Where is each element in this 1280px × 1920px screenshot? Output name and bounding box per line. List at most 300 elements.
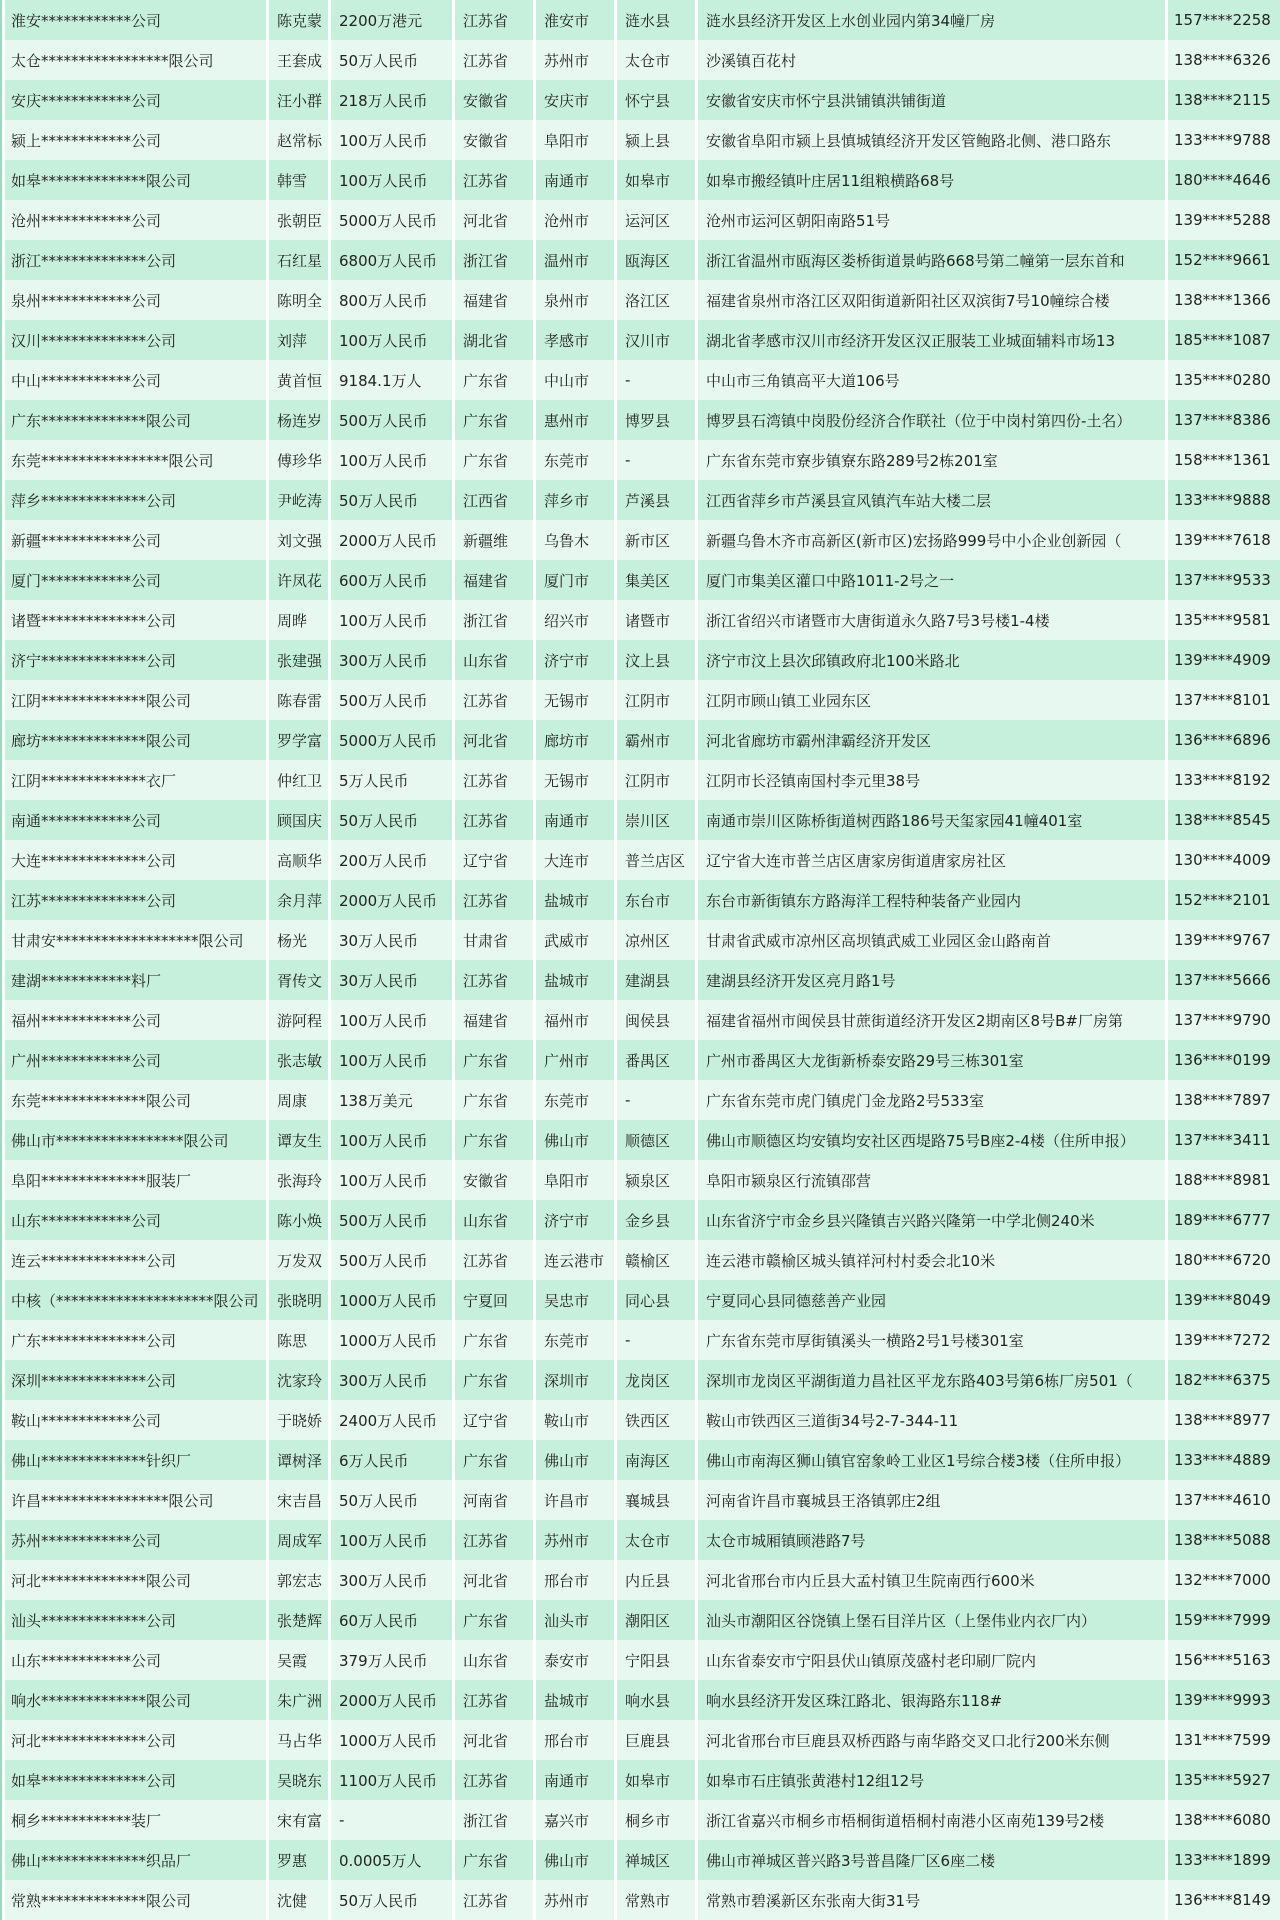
table-row[interactable] (5, 960, 1280, 1000)
registered-capital-cell: 30万人民币 (331, 960, 452, 1000)
table-row[interactable] (5, 0, 1280, 40)
legal-rep-cell: 高顺华 (269, 840, 328, 880)
city-cell: 吴忠市 (536, 1280, 614, 1320)
company-name-cell: 新疆************公司 (5, 520, 266, 560)
table-row[interactable] (5, 800, 1280, 840)
phone-cell: 138****6080 (1168, 1800, 1280, 1840)
district-cell: 金乡县 (617, 1200, 695, 1240)
registered-capital-cell: 60万人民币 (331, 1600, 452, 1640)
address-cell: 河北省邢台市巨鹿县双桥西路与南华路交叉口北行200米东侧 (698, 1720, 1165, 1760)
province-cell: 甘肃省 (455, 920, 533, 960)
phone-cell: 139****8049 (1168, 1280, 1280, 1320)
district-cell: 诸暨市 (617, 600, 695, 640)
company-name-cell: 江苏**************公司 (5, 880, 266, 920)
province-cell: 广东省 (455, 400, 533, 440)
address-cell: 佛山市南海区狮山镇官窑象岭工业区1号综合楼3楼（住所申报） (698, 1440, 1165, 1480)
address-cell: 沧州市运河区朝阳南路51号 (698, 200, 1165, 240)
province-cell: 广东省 (455, 1120, 533, 1160)
table-row[interactable] (5, 1200, 1280, 1240)
registered-capital-cell: 50万人民币 (331, 40, 452, 80)
province-cell: 广东省 (455, 1600, 533, 1640)
company-name-cell: 深圳**************公司 (5, 1360, 266, 1400)
registered-capital-cell: 100万人民币 (331, 440, 452, 480)
province-cell: 福建省 (455, 1000, 533, 1040)
registered-capital-cell: 1100万人民币 (331, 1760, 452, 1800)
legal-rep-cell: 吴霞 (269, 1640, 328, 1680)
company-name-cell: 廊坊**************限公司 (5, 720, 266, 760)
province-cell: 江苏省 (455, 1880, 533, 1920)
province-cell: 广东省 (455, 440, 533, 480)
table-row[interactable] (5, 1480, 1280, 1520)
address-cell: 建湖县经济开发区亮月路1号 (698, 960, 1165, 1000)
table-row[interactable] (5, 680, 1280, 720)
district-cell: 太仓市 (617, 1520, 695, 1560)
table-row[interactable] (5, 160, 1280, 200)
company-name-cell: 许昌*****************限公司 (5, 1480, 266, 1520)
registered-capital-cell: 600万人民币 (331, 560, 452, 600)
table-row[interactable] (5, 1520, 1280, 1560)
district-cell: 江阴市 (617, 680, 695, 720)
phone-cell: 130****4009 (1168, 840, 1280, 880)
province-cell: 江苏省 (455, 800, 533, 840)
table-row[interactable] (5, 480, 1280, 520)
district-cell: 内丘县 (617, 1560, 695, 1600)
address-cell: 中山市三角镇高平大道106号 (698, 360, 1165, 400)
province-cell: 河北省 (455, 1720, 533, 1760)
district-cell: 建湖县 (617, 960, 695, 1000)
table-row[interactable] (5, 1160, 1280, 1200)
table-row[interactable] (5, 400, 1280, 440)
phone-cell: 139****4909 (1168, 640, 1280, 680)
registered-capital-cell: 100万人民币 (331, 160, 452, 200)
registered-capital-cell: 218万人民币 (331, 80, 452, 120)
company-name-cell: 山东************公司 (5, 1200, 266, 1240)
company-name-cell: 佛山**************织品厂 (5, 1840, 266, 1880)
phone-cell: 133****4889 (1168, 1440, 1280, 1480)
district-cell: - (617, 1320, 695, 1360)
company-name-cell: 颍上************公司 (5, 120, 266, 160)
company-name-cell: 江阴**************衣厂 (5, 760, 266, 800)
phone-cell: 139****9993 (1168, 1680, 1280, 1720)
table-row[interactable] (5, 1280, 1280, 1320)
legal-rep-cell: 郭宏志 (269, 1560, 328, 1600)
address-cell: 甘肃省武威市凉州区高坝镇武威工业园区金山路南首 (698, 920, 1165, 960)
legal-rep-cell: 韩雪 (269, 160, 328, 200)
table-row[interactable] (5, 1840, 1280, 1880)
address-cell: 广东省东莞市虎门镇虎门金龙路2号533室 (698, 1080, 1165, 1120)
registered-capital-cell: 5000万人民币 (331, 720, 452, 760)
district-cell: 怀宁县 (617, 80, 695, 120)
registered-capital-cell: 800万人民币 (331, 280, 452, 320)
company-name-cell: 响水**************限公司 (5, 1680, 266, 1720)
company-name-cell: 如皋**************限公司 (5, 160, 266, 200)
company-name-cell: 山东************公司 (5, 1640, 266, 1680)
company-name-cell: 佛山市*****************限公司 (5, 1120, 266, 1160)
city-cell: 绍兴市 (536, 600, 614, 640)
table-row[interactable] (5, 1880, 1280, 1920)
legal-rep-cell: 刘文强 (269, 520, 328, 560)
address-cell: 太仓市城厢镇顾港路7号 (698, 1520, 1165, 1560)
phone-cell: 132****7000 (1168, 1560, 1280, 1600)
phone-cell: 136****0199 (1168, 1040, 1280, 1080)
registered-capital-cell: 200万人民币 (331, 840, 452, 880)
district-cell: 颍泉区 (617, 1160, 695, 1200)
legal-rep-cell: 张建强 (269, 640, 328, 680)
district-cell: 运河区 (617, 200, 695, 240)
registered-capital-cell: 2000万人民币 (331, 880, 452, 920)
legal-rep-cell: 黄首恒 (269, 360, 328, 400)
phone-cell: 136****6896 (1168, 720, 1280, 760)
company-name-cell: 佛山**************针织厂 (5, 1440, 266, 1480)
province-cell: 江苏省 (455, 760, 533, 800)
city-cell: 苏州市 (536, 40, 614, 80)
table-row[interactable] (5, 840, 1280, 880)
registered-capital-cell: 1000万人民币 (331, 1720, 452, 1760)
city-cell: 连云港市 (536, 1240, 614, 1280)
company-name-cell: 河北**************公司 (5, 1720, 266, 1760)
registered-capital-cell: 0.0005万人 (331, 1840, 452, 1880)
province-cell: 江西省 (455, 480, 533, 520)
phone-cell: 189****6777 (1168, 1200, 1280, 1240)
address-cell: 连云港市赣榆区城头镇祥河村村委会北10米 (698, 1240, 1165, 1280)
phone-cell: 139****7272 (1168, 1320, 1280, 1360)
address-cell: 厦门市集美区灌口中路1011-2号之一 (698, 560, 1165, 600)
company-name-cell: 东莞**************限公司 (5, 1080, 266, 1120)
table-row[interactable] (5, 1120, 1280, 1160)
address-cell: 广东省东莞市寮步镇寮东路289号2栋201室 (698, 440, 1165, 480)
address-cell: 南通市崇川区陈桥街道树西路186号天玺家园41幢401室 (698, 800, 1165, 840)
legal-rep-cell: 朱广洲 (269, 1680, 328, 1720)
address-cell: 深圳市龙岗区平湖街道力昌社区平龙东路403号第6栋厂房501（ (698, 1360, 1165, 1400)
registered-capital-cell: 50万人民币 (331, 1880, 452, 1920)
district-cell: 龙岗区 (617, 1360, 695, 1400)
district-cell: 汶上县 (617, 640, 695, 680)
province-cell: 广东省 (455, 1360, 533, 1400)
address-cell: 江西省萍乡市芦溪县宣风镇汽车站大楼二层 (698, 480, 1165, 520)
table-row[interactable] (5, 560, 1280, 600)
table-row[interactable] (5, 320, 1280, 360)
address-cell: 福建省福州市闽侯县甘蔗街道经济开发区2期南区8号B#厂房第 (698, 1000, 1165, 1040)
company-name-cell: 东莞*****************限公司 (5, 440, 266, 480)
province-cell: 广东省 (455, 1080, 533, 1120)
table-row[interactable] (5, 1760, 1280, 1800)
legal-rep-cell: 罗惠 (269, 1840, 328, 1880)
province-cell: 宁夏回 (455, 1280, 533, 1320)
table-row[interactable] (5, 1600, 1280, 1640)
phone-cell: 137****9790 (1168, 1000, 1280, 1040)
address-cell: 山东省济宁市金乡县兴隆镇吉兴路兴隆第一中学北侧240米 (698, 1200, 1165, 1240)
province-cell: 江苏省 (455, 40, 533, 80)
table-row[interactable] (5, 880, 1280, 920)
address-cell: 阜阳市颍泉区行流镇邵营 (698, 1160, 1165, 1200)
phone-cell: 138****6326 (1168, 40, 1280, 80)
company-name-cell: 阜阳**************服装厂 (5, 1160, 266, 1200)
district-cell: 同心县 (617, 1280, 695, 1320)
phone-cell: 156****5163 (1168, 1640, 1280, 1680)
registered-capital-cell: 379万人民币 (331, 1640, 452, 1680)
province-cell: 广东省 (455, 1440, 533, 1480)
table-row[interactable] (5, 440, 1280, 480)
registered-capital-cell: 50万人民币 (331, 1480, 452, 1520)
district-cell: 普兰店区 (617, 840, 695, 880)
table-row[interactable] (5, 360, 1280, 400)
district-cell: 桐乡市 (617, 1800, 695, 1840)
district-cell: - (617, 1080, 695, 1120)
phone-cell: 138****8545 (1168, 800, 1280, 840)
registered-capital-cell: 50万人民币 (331, 480, 452, 520)
city-cell: 武威市 (536, 920, 614, 960)
address-cell: 宁夏同心县同德慈善产业园 (698, 1280, 1165, 1320)
company-name-cell: 中核（*********************限公司 (5, 1280, 266, 1320)
legal-rep-cell: 陈春雷 (269, 680, 328, 720)
company-name-cell: 连云**************公司 (5, 1240, 266, 1280)
registered-capital-cell: 2400万人民币 (331, 1400, 452, 1440)
city-cell: 鞍山市 (536, 1400, 614, 1440)
legal-rep-cell: 宋有富 (269, 1800, 328, 1840)
company-name-cell: 太仓*****************限公司 (5, 40, 266, 80)
company-name-cell: 建湖************料厂 (5, 960, 266, 1000)
company-name-cell: 淮安************公司 (5, 0, 266, 40)
registered-capital-cell: 500万人民币 (331, 1200, 452, 1240)
city-cell: 乌鲁木 (536, 520, 614, 560)
address-cell: 浙江省嘉兴市桐乡市梧桐街道梧桐村南港小区南苑139号2楼 (698, 1800, 1165, 1840)
city-cell: 阜阳市 (536, 120, 614, 160)
legal-rep-cell: 杨连岁 (269, 400, 328, 440)
district-cell: 博罗县 (617, 400, 695, 440)
legal-rep-cell: 赵常标 (269, 120, 328, 160)
table-row[interactable] (5, 80, 1280, 120)
table-row[interactable] (5, 1320, 1280, 1360)
phone-cell: 135****5927 (1168, 1760, 1280, 1800)
phone-cell: 137****5666 (1168, 960, 1280, 1000)
legal-rep-cell: 谭友生 (269, 1120, 328, 1160)
address-cell: 江阴市顾山镇工业园东区 (698, 680, 1165, 720)
phone-cell: 135****9581 (1168, 600, 1280, 640)
phone-cell: 139****5288 (1168, 200, 1280, 240)
legal-rep-cell: 刘萍 (269, 320, 328, 360)
table-row[interactable] (5, 1400, 1280, 1440)
table-row[interactable] (5, 1720, 1280, 1760)
city-cell: 泰安市 (536, 1640, 614, 1680)
city-cell: 济宁市 (536, 640, 614, 680)
company-name-cell: 鞍山************公司 (5, 1400, 266, 1440)
table-row[interactable] (5, 520, 1280, 560)
district-cell: 如皋市 (617, 160, 695, 200)
city-cell: 淮安市 (536, 0, 614, 40)
city-cell: 中山市 (536, 360, 614, 400)
phone-cell: 157****2258 (1168, 0, 1280, 40)
company-name-cell: 大连**************公司 (5, 840, 266, 880)
registered-capital-cell: 100万人民币 (331, 600, 452, 640)
province-cell: 辽宁省 (455, 1400, 533, 1440)
legal-rep-cell: 张朝臣 (269, 200, 328, 240)
city-cell: 苏州市 (536, 1520, 614, 1560)
province-cell: 安徽省 (455, 80, 533, 120)
address-cell: 汕头市潮阳区谷饶镇上堡石目洋片区（上堡伟业内衣厂内） (698, 1600, 1165, 1640)
table-row[interactable] (5, 1680, 1280, 1720)
province-cell: 福建省 (455, 560, 533, 600)
registered-capital-cell: 30万人民币 (331, 920, 452, 960)
company-name-cell: 沧州************公司 (5, 200, 266, 240)
legal-rep-cell: 陈克蒙 (269, 0, 328, 40)
district-cell: 太仓市 (617, 40, 695, 80)
province-cell: 浙江省 (455, 1800, 533, 1840)
table-row[interactable] (5, 760, 1280, 800)
address-cell: 如皋市石庄镇张黄港村12组12号 (698, 1760, 1165, 1800)
address-cell: 安徽省阜阳市颍上县慎城镇经济开发区管鲍路北侧、港口路东 (698, 120, 1165, 160)
table-row[interactable] (5, 720, 1280, 760)
province-cell: 安徽省 (455, 120, 533, 160)
address-cell: 东台市新街镇东方路海洋工程特种装备产业园内 (698, 880, 1165, 920)
table-row[interactable] (5, 1000, 1280, 1040)
city-cell: 邢台市 (536, 1720, 614, 1760)
address-cell: 博罗县石湾镇中岗股份经济合作联社（位于中岗村第四份-土名） (698, 400, 1165, 440)
district-cell: 闽侯县 (617, 1000, 695, 1040)
company-name-cell: 中山************公司 (5, 360, 266, 400)
company-name-cell: 广东**************公司 (5, 1320, 266, 1360)
registered-capital-cell: 50万人民币 (331, 800, 452, 840)
table-row[interactable] (5, 280, 1280, 320)
province-cell: 浙江省 (455, 600, 533, 640)
legal-rep-cell: 杨光 (269, 920, 328, 960)
district-cell: 颍上县 (617, 120, 695, 160)
address-cell: 山东省泰安市宁阳县伏山镇原茂盛村老印刷厂院内 (698, 1640, 1165, 1680)
table-row[interactable] (5, 240, 1280, 280)
table-row[interactable] (5, 1560, 1280, 1600)
city-cell: 安庆市 (536, 80, 614, 120)
address-cell: 辽宁省大连市普兰店区唐家房街道唐家房社区 (698, 840, 1165, 880)
legal-rep-cell: 周康 (269, 1080, 328, 1120)
registered-capital-cell: 6万人民币 (331, 1440, 452, 1480)
district-cell: - (617, 360, 695, 400)
registered-capital-cell: 500万人民币 (331, 400, 452, 440)
province-cell: 江苏省 (455, 0, 533, 40)
address-cell: 广东省东莞市厚街镇溪头一横路2号1号楼301室 (698, 1320, 1165, 1360)
phone-cell: 188****8981 (1168, 1160, 1280, 1200)
district-cell: 赣榆区 (617, 1240, 695, 1280)
district-cell: 洛江区 (617, 280, 695, 320)
district-cell: 巨鹿县 (617, 1720, 695, 1760)
registered-capital-cell: 100万人民币 (331, 120, 452, 160)
table-row[interactable] (5, 40, 1280, 80)
district-cell: 江阴市 (617, 760, 695, 800)
address-cell: 沙溪镇百花村 (698, 40, 1165, 80)
province-cell: 江苏省 (455, 1680, 533, 1720)
province-cell: 江苏省 (455, 1240, 533, 1280)
district-cell: 铁西区 (617, 1400, 695, 1440)
registered-capital-cell: 1000万人民币 (331, 1320, 452, 1360)
phone-cell: 139****7618 (1168, 520, 1280, 560)
city-cell: 盐城市 (536, 1680, 614, 1720)
legal-rep-cell: 沈家玲 (269, 1360, 328, 1400)
city-cell: 阜阳市 (536, 1160, 614, 1200)
legal-rep-cell: 张楚辉 (269, 1600, 328, 1640)
company-name-cell: 南通************公司 (5, 800, 266, 840)
province-cell: 安徽省 (455, 1160, 533, 1200)
phone-cell: 137****3411 (1168, 1120, 1280, 1160)
company-name-cell: 浙江**************公司 (5, 240, 266, 280)
table-row[interactable] (5, 120, 1280, 160)
city-cell: 萍乡市 (536, 480, 614, 520)
district-cell: 新市区 (617, 520, 695, 560)
legal-rep-cell: 沈健 (269, 1880, 328, 1920)
legal-rep-cell: 马占华 (269, 1720, 328, 1760)
phone-cell: 185****1087 (1168, 320, 1280, 360)
phone-cell: 133****1899 (1168, 1840, 1280, 1880)
table-row[interactable] (5, 1360, 1280, 1400)
city-cell: 大连市 (536, 840, 614, 880)
phone-cell: 137****9533 (1168, 560, 1280, 600)
city-cell: 嘉兴市 (536, 1800, 614, 1840)
legal-rep-cell: 陈小焕 (269, 1200, 328, 1240)
table-row[interactable] (5, 1240, 1280, 1280)
province-cell: 山东省 (455, 1640, 533, 1680)
phone-cell: 131****7599 (1168, 1720, 1280, 1760)
district-cell: 芦溪县 (617, 480, 695, 520)
district-cell: 宁阳县 (617, 1640, 695, 1680)
company-name-cell: 常熟**************限公司 (5, 1880, 266, 1920)
legal-rep-cell: 宋吉昌 (269, 1480, 328, 1520)
province-cell: 福建省 (455, 280, 533, 320)
table-row[interactable] (5, 920, 1280, 960)
address-cell: 如皋市搬经镇叶庄居11组粮横路68号 (698, 160, 1165, 200)
province-cell: 河南省 (455, 1480, 533, 1520)
registered-capital-cell: 5000万人民币 (331, 200, 452, 240)
district-cell: 涟水县 (617, 0, 695, 40)
table-row[interactable] (5, 1800, 1280, 1840)
table-row[interactable] (5, 600, 1280, 640)
city-cell: 许昌市 (536, 1480, 614, 1520)
legal-rep-cell: 谭树泽 (269, 1440, 328, 1480)
city-cell: 厦门市 (536, 560, 614, 600)
address-cell: 浙江省温州市瓯海区娄桥街道景屿路668号第二幢第一层东首和 (698, 240, 1165, 280)
province-cell: 新疆维 (455, 520, 533, 560)
registered-capital-cell: 100万人民币 (331, 1000, 452, 1040)
city-cell: 佛山市 (536, 1120, 614, 1160)
table-row[interactable] (5, 1440, 1280, 1480)
company-name-cell: 桐乡************装厂 (5, 1800, 266, 1840)
registered-capital-cell: 138万美元 (331, 1080, 452, 1120)
table-row[interactable] (5, 1080, 1280, 1120)
table-row[interactable] (5, 200, 1280, 240)
legal-rep-cell: 汪小群 (269, 80, 328, 120)
legal-rep-cell: 罗学富 (269, 720, 328, 760)
phone-cell: 159****7999 (1168, 1600, 1280, 1640)
district-cell: - (617, 440, 695, 480)
city-cell: 东莞市 (536, 1320, 614, 1360)
address-cell: 涟水县经济开发区上水创业园内第34幢厂房 (698, 0, 1165, 40)
company-name-cell: 甘肃安*******************限公司 (5, 920, 266, 960)
table-row[interactable] (5, 1640, 1280, 1680)
province-cell: 江苏省 (455, 680, 533, 720)
phone-cell: 180****6720 (1168, 1240, 1280, 1280)
legal-rep-cell: 陈明全 (269, 280, 328, 320)
registered-capital-cell: 2200万港元 (331, 0, 452, 40)
table-row[interactable] (5, 640, 1280, 680)
province-cell: 河北省 (455, 720, 533, 760)
city-cell: 无锡市 (536, 680, 614, 720)
province-cell: 江苏省 (455, 160, 533, 200)
legal-rep-cell: 张海玲 (269, 1160, 328, 1200)
province-cell: 广东省 (455, 1040, 533, 1080)
address-cell: 江阴市长泾镇南国村李元里38号 (698, 760, 1165, 800)
table-row[interactable] (5, 1040, 1280, 1080)
province-cell: 江苏省 (455, 1760, 533, 1800)
legal-rep-cell: 尹屹涛 (269, 480, 328, 520)
city-cell: 南通市 (536, 800, 614, 840)
province-cell: 广东省 (455, 1320, 533, 1360)
phone-cell: 139****9767 (1168, 920, 1280, 960)
